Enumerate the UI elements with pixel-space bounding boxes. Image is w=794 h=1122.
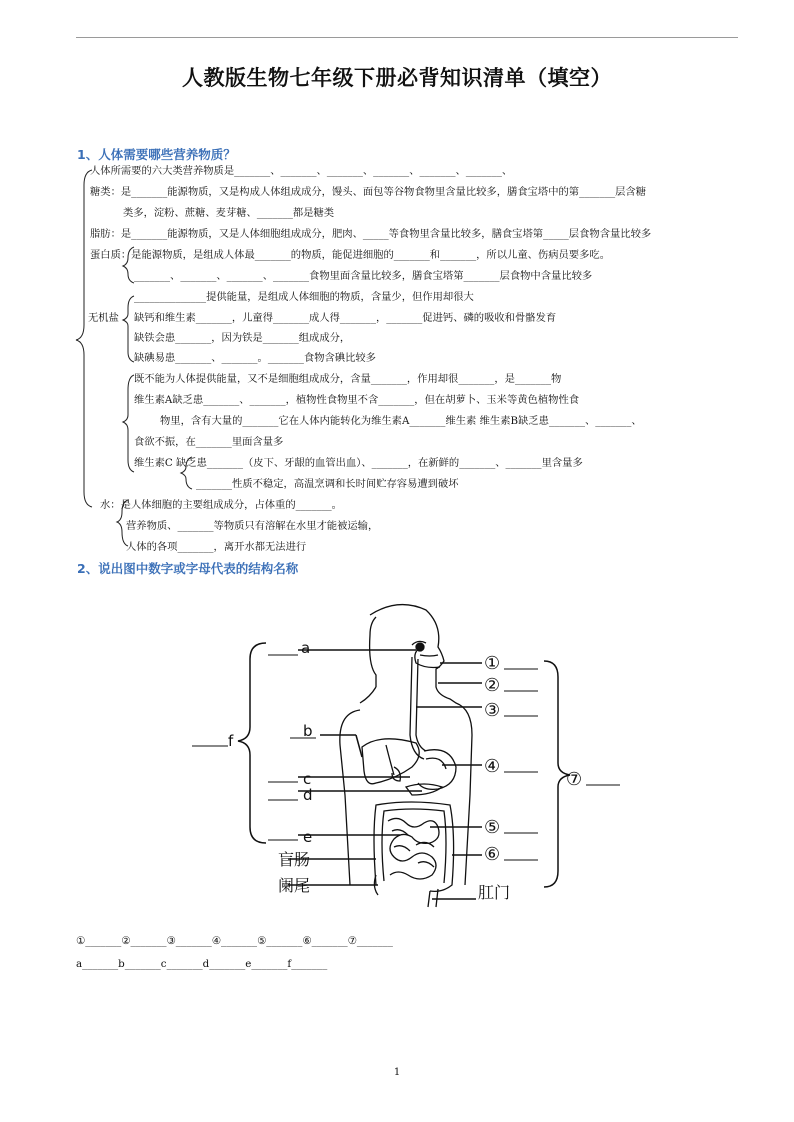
- digestive-system-diagram: [180, 595, 630, 910]
- label-d: d: [303, 786, 313, 804]
- label-7: ⑦: [566, 769, 583, 790]
- water-line-3: 人体的各项_______，离开水都无法进行: [126, 541, 307, 553]
- label-b: b: [303, 722, 313, 740]
- protein-line-1: 蛋白质：是能源物质，是组成人体最_______的物质，能促进细胞的_______和_______，所以儿童、伤病员要多吃。: [90, 249, 610, 261]
- fat-line: 脂肪：是_______能源物质，又是人体细胞组成成分，肥肉、_____等食物里含量比较多，膳食宝塔第_____层食物含量比较多: [90, 228, 652, 240]
- label-5: ⑤: [484, 817, 501, 838]
- vitamin-line-4: 食欲不振，在_______里面含量多: [134, 436, 284, 448]
- answer-numbers-line: ①_______②_______③_______④_______⑤_______⑥_______⑦_______: [76, 935, 393, 947]
- mineral-line-2: 缺钙和维生素_______，儿童得_______成人得_______，_______促进钙、磷的吸收和骨骼发育: [134, 312, 557, 324]
- label-appendix: 阑尾: [278, 876, 311, 895]
- label-e: e: [303, 828, 313, 846]
- section-1-heading: 1、人体需要哪些营养物质？: [77, 147, 236, 162]
- label-a: a: [301, 639, 311, 657]
- section-2-heading: 2、说出图中数字或字母代表的结构名称: [77, 561, 299, 576]
- sugar-line-1: 糖类：是_______能源物质，又是构成人体组成成分，馒头、面包等谷物食物里含量比较多，膳食宝塔中的第_______层含糖: [90, 186, 647, 198]
- label-3: ③: [484, 700, 501, 721]
- vitamin-line-2: 维生素A缺乏患_______、_______，植物性食物里不含_______，但在胡萝卜、玉米等黄色植物性食: [134, 394, 580, 406]
- vitamin-c-line-2: _______性质不稳定，高温烹调和长时间贮存容易遭到破坏: [196, 478, 459, 490]
- label-2: ②: [484, 675, 501, 696]
- vitamin-line-1: 既不能为人体提供能量，又不是细胞组成成分，含量_______，作用却很_______，是_______物: [134, 373, 562, 385]
- label-4: ④: [484, 756, 501, 777]
- label-f: f: [228, 732, 234, 750]
- mineral-line-4: 缺碘易患_______、_______。_______食物含碘比较多: [134, 352, 376, 364]
- vitamin-line-3: 物里，含有大量的_______它在人体内能转化为维生素A_______维生素 维生素B缺乏患_______、_______、: [160, 415, 642, 427]
- label-anus: 肛门: [478, 883, 511, 902]
- page-number: 1: [393, 1067, 401, 1078]
- water-line-1: 水：是人体细胞的主要组成成分，占体重的_______。: [100, 499, 342, 511]
- label-c: c: [303, 770, 312, 788]
- page-title: 人教版生物七年级下册必背知识清单（填空）: [182, 66, 612, 90]
- answer-letters-line: a_______b_______c_______d_______e_______f_______: [76, 958, 328, 970]
- mineral-line-3: 缺铁会患_______，因为铁是_______组成成分，: [134, 332, 351, 344]
- label-cecum: 盲肠: [278, 850, 311, 869]
- nutrient-line-1: 人体所需要的六大类营养物质是_______、_______、_______、_______、_______、_______、: [90, 165, 513, 177]
- label-1: ①: [484, 653, 501, 674]
- mineral-line-1: ______________提供能量，是组成人体细胞的物质，含量少，但作用却很大: [134, 291, 474, 303]
- vitamin-c-line-1: 维生素C 缺乏患_______（皮下、牙龈的血管出血）、_______，在新鲜的_______、_______里含量多: [134, 457, 583, 469]
- protein-line-2: _______、_______、_______、_______食物里面含量比较多，膳食宝塔第_______层食物中含量比较多: [134, 270, 593, 282]
- sugar-line-2: 类多，淀粉、蔗糖、麦芽糖、_______都是糖类: [123, 207, 335, 219]
- label-6: ⑥: [484, 844, 501, 865]
- top-rule: [76, 37, 738, 38]
- mineral-label: 无机盐: [88, 312, 119, 324]
- water-line-2: 营养物质、_______等物质只有溶解在水里才能被运输，: [126, 520, 379, 532]
